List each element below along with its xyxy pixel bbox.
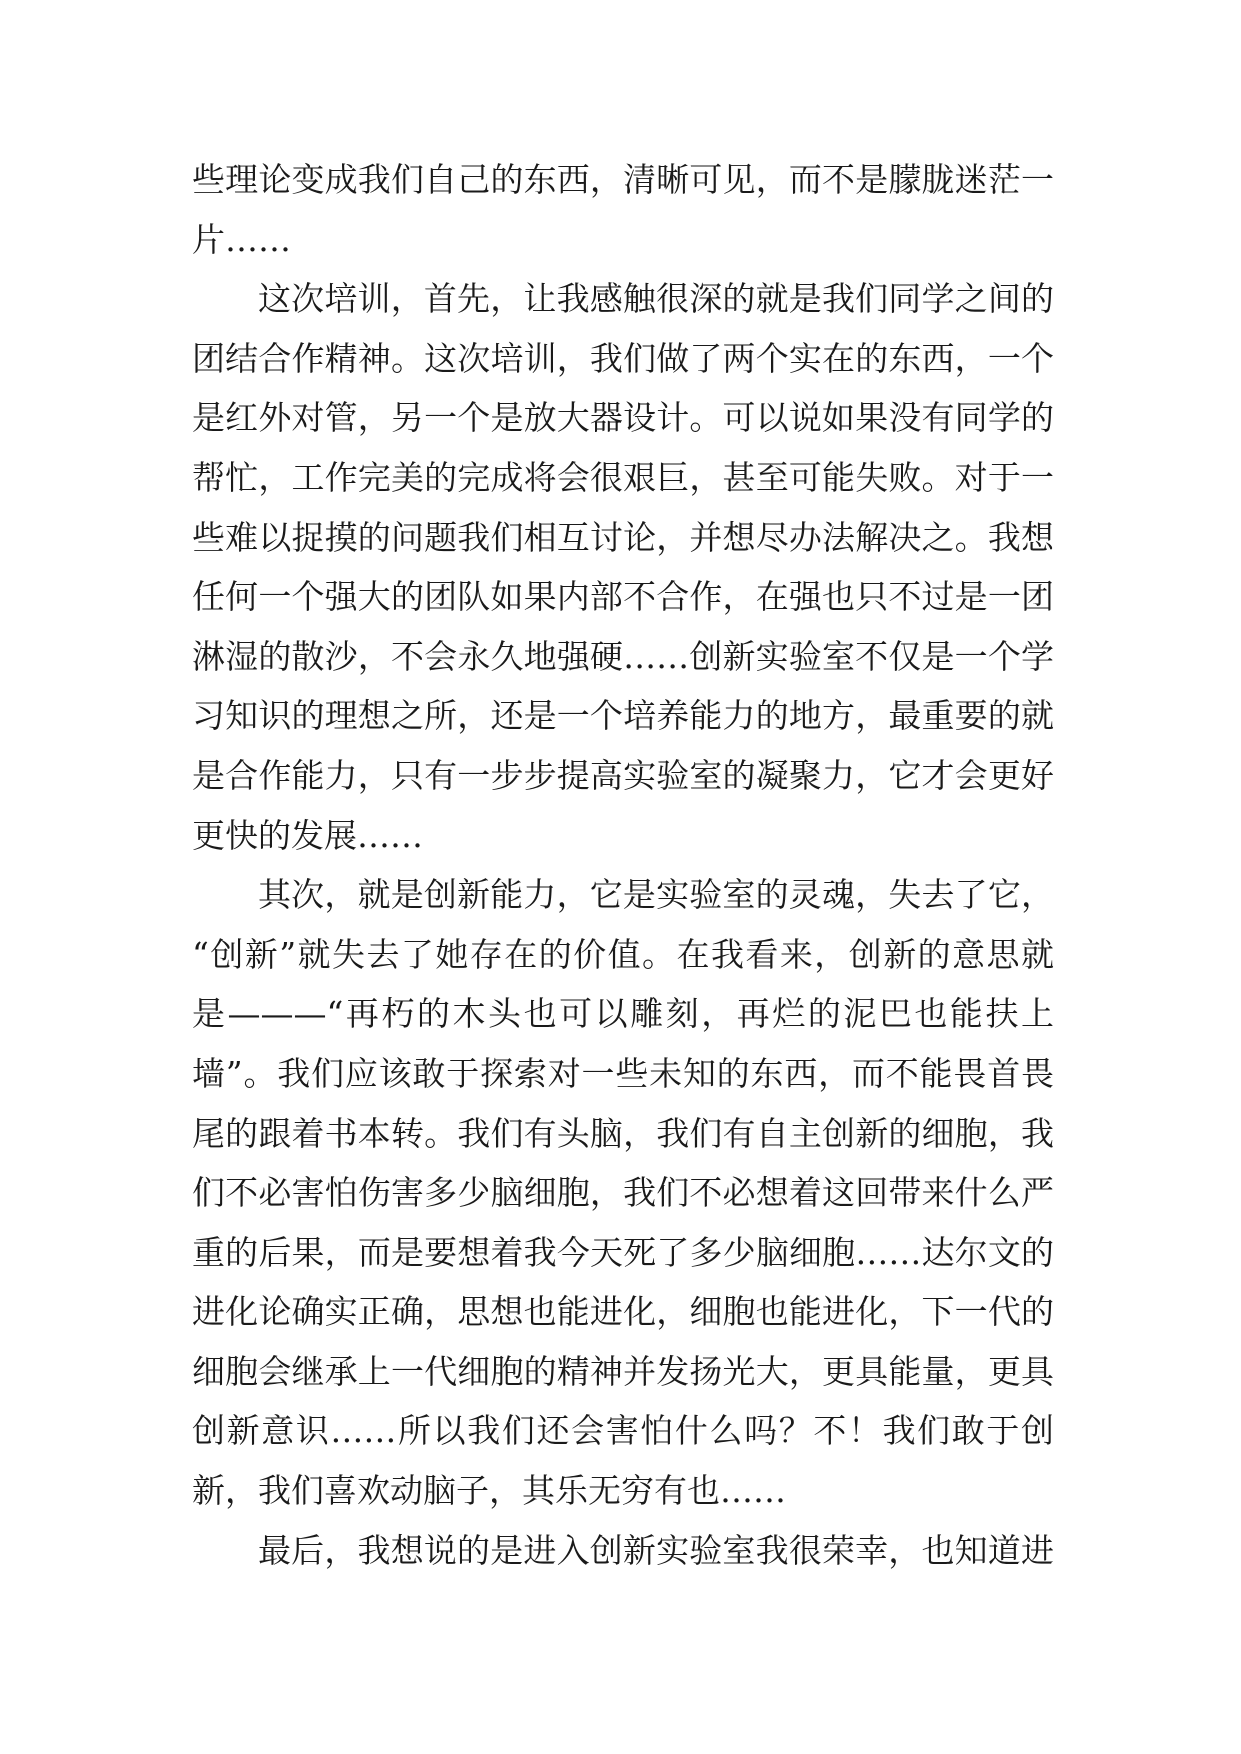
text-line: 细胞会继承上一代细胞的精神并发扬光大，更具能量，更具: [192, 1351, 1054, 1391]
text-line: 进化论确实正确，思想也能进化，细胞也能进化，下一代的: [192, 1292, 1054, 1332]
text-line: 片……: [192, 219, 291, 259]
text-line: 新，我们喜欢动脑子，其乐无穷有也……: [192, 1471, 786, 1511]
text-line: 些理论变成我们自己的东西，清晰可见，而不是朦胧迷茫一: [192, 160, 1054, 199]
text-line: 淋湿的散沙，不会永久地强硬……创新实验室不仅是一个学: [192, 636, 1054, 676]
paragraph-first-line: 其次，就是创新能力，它是实验室的灵魂，失去了它，: [258, 875, 1054, 915]
text-line: 是合作能力，只有一步步提高实验室的凝聚力，它才会更好: [192, 755, 1054, 795]
body-text: [192, 150, 1054, 1580]
text-line: “创新”就失去了她存在的价值。在我看来，创新的意思就: [192, 934, 1054, 974]
text-line: 重的后果，而是要想着我今天死了多少脑细胞……达尔文的: [192, 1232, 1054, 1272]
text-line: 是红外对管，另一个是放大器设计。可以说如果没有同学的: [192, 398, 1054, 438]
text-line: 更快的发展……: [192, 815, 423, 855]
text-line: 尾的跟着书本转。我们有头脑，我们有自主创新的细胞，我: [192, 1113, 1054, 1153]
text-line: 帮忙，工作完美的完成将会很艰巨，甚至可能失败。对于一: [192, 457, 1054, 497]
text-line: 习知识的理想之所，还是一个培养能力的地方，最重要的就: [192, 696, 1054, 736]
paragraph-first-line: 这次培训，首先，让我感触很深的就是我们同学之间的: [258, 279, 1054, 319]
text-line: 团结合作精神。这次培训，我们做了两个实在的东西，一个: [192, 338, 1054, 378]
text-line: 些难以捉摸的问题我们相互讨论，并想尽办法解决之。我想: [192, 517, 1054, 557]
text-line: 墙”。我们应该敢于探索对一些未知的东西，而不能畏首畏: [192, 1053, 1054, 1093]
text-line: 任何一个强大的团队如果内部不合作，在强也只不过是一团: [192, 577, 1054, 617]
paragraph-first-line: 最后，我想说的是进入创新实验室我很荣幸，也知道进: [258, 1530, 1054, 1570]
text-line: 创新意识……所以我们还会害怕什么吗？不！我们敢于创: [192, 1411, 1054, 1451]
text-line: 们不必害怕伤害多少脑细胞，我们不必想着这回带来什么严: [192, 1173, 1054, 1213]
text-line: 是———“再朽的木头也可以雕刻，再烂的泥巴也能扶上: [192, 994, 1054, 1034]
